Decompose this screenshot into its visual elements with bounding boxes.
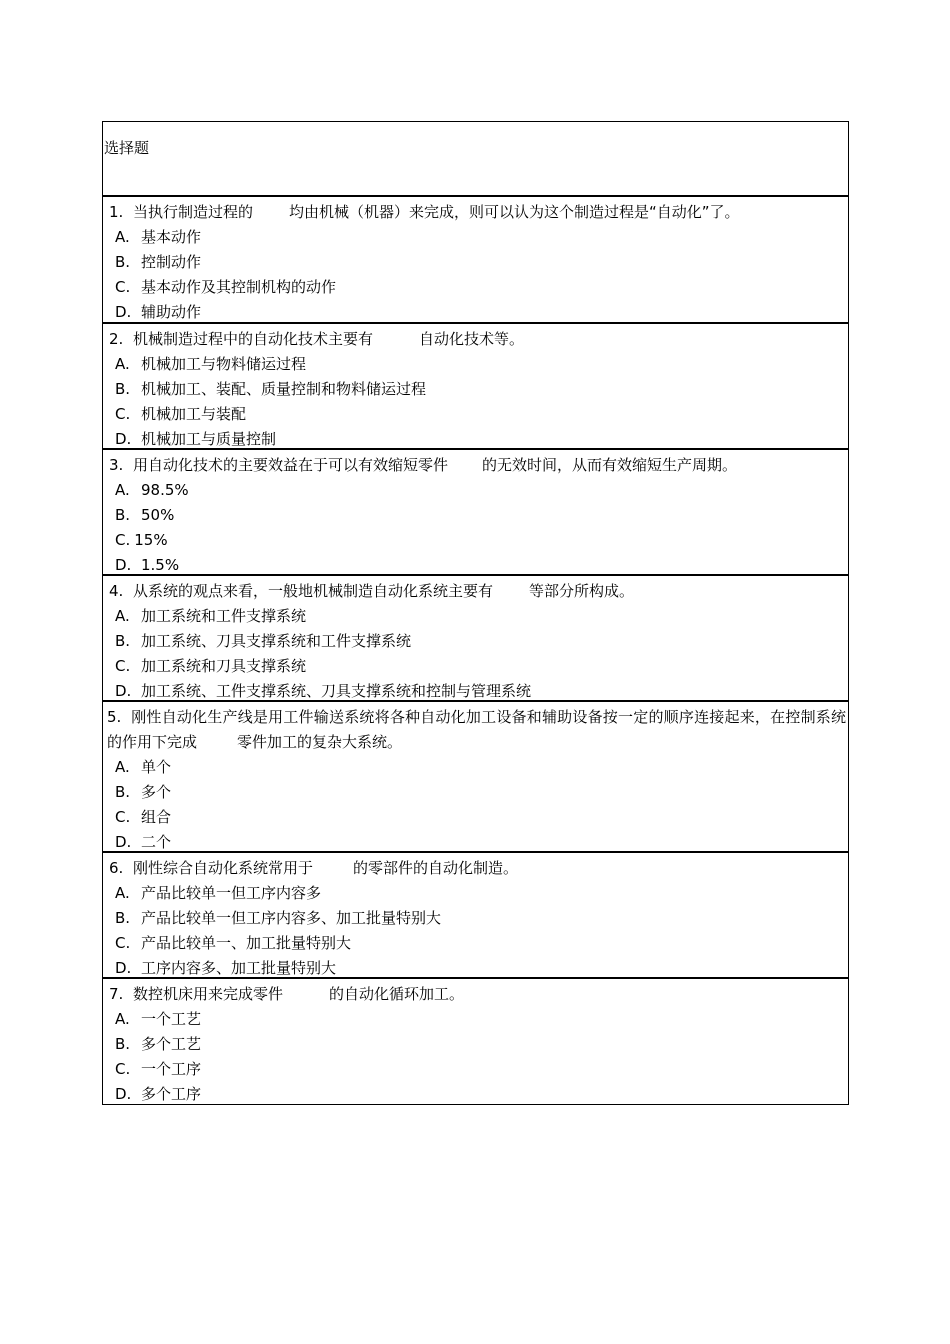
option-text: 机械加工与物料储运过程 <box>141 355 307 373</box>
option-key: A. <box>115 355 130 373</box>
question-block <box>103 853 848 979</box>
option-key: C. <box>115 934 131 952</box>
question-block <box>103 979 848 1104</box>
option-text: 机械加工、装配、质量控制和物料储运过程 <box>141 380 427 398</box>
option-d <box>107 956 848 981</box>
question-number: 1. <box>109 203 124 221</box>
question-stem <box>107 982 848 1007</box>
question-number: 7. <box>109 985 124 1003</box>
option-text: 50% <box>141 506 175 524</box>
option-a <box>107 352 848 377</box>
option-a <box>107 1007 848 1032</box>
option-text: 加工系统和刀具支撑系统 <box>141 657 307 675</box>
option-text: 基本动作及其控制机构的动作 <box>141 278 337 296</box>
option-text: 辅助动作 <box>141 303 202 321</box>
option-d <box>107 679 848 704</box>
question-text-before: 数控机床用来完成零件 <box>133 985 284 1003</box>
question-number: 6. <box>109 859 124 877</box>
question-text-before: 机械制造过程中的自动化技术主要有 <box>133 330 374 348</box>
option-b <box>107 377 848 402</box>
option-b <box>107 503 848 528</box>
option-key: B. <box>115 632 131 650</box>
question-text-after: 的自动化循环加工。 <box>329 985 465 1003</box>
option-c <box>107 1057 848 1082</box>
option-key: C. <box>115 405 131 423</box>
option-key: C. <box>115 808 131 826</box>
question-text-before: 刚性综合自动化系统常用于 <box>133 859 314 877</box>
option-a <box>107 755 846 780</box>
option-b <box>107 1032 848 1057</box>
option-d <box>107 1082 848 1107</box>
question-stem <box>107 453 848 478</box>
option-text: 二个 <box>141 833 172 851</box>
section-title: 选择题 <box>104 139 150 157</box>
option-c <box>107 805 846 830</box>
option-d <box>107 300 848 325</box>
option-text: 一个工艺 <box>141 1010 202 1028</box>
option-key: D. <box>115 682 132 700</box>
question-stem <box>107 327 848 352</box>
option-text: 工序内容多、加工批量特别大 <box>141 959 337 977</box>
question-text-after: 自动化技术等。 <box>419 330 525 348</box>
option-text: 机械加工与装配 <box>141 405 247 423</box>
option-b <box>107 780 846 805</box>
option-key: B. <box>115 506 131 524</box>
option-key: A. <box>115 228 130 246</box>
option-key: B. <box>115 253 131 271</box>
question-block <box>103 197 848 324</box>
option-text: 1.5% <box>141 556 180 574</box>
option-key: A. <box>115 884 130 902</box>
option-text: 组合 <box>141 808 172 826</box>
question-block <box>103 324 848 450</box>
option-c <box>107 275 848 300</box>
option-key: D. <box>115 556 132 574</box>
option-key: B. <box>115 1035 131 1053</box>
option-key: B. <box>115 380 131 398</box>
question-block <box>103 450 848 576</box>
question-number: 2. <box>109 330 124 348</box>
option-key: B. <box>115 909 131 927</box>
option-key: C. <box>115 1060 131 1078</box>
option-b <box>107 250 848 275</box>
option-key: C. <box>115 278 131 296</box>
question-text-after: 均由机械（机器）来完成，则可以认为这个制造过程是“自动化”了。 <box>289 203 740 221</box>
option-key: A. <box>115 607 130 625</box>
question-text-after: 零件加工的复杂大系统。 <box>237 733 403 751</box>
option-text: 98.5% <box>141 481 189 499</box>
option-c <box>107 931 848 956</box>
question-text-before: 从系统的观点来看，一般地机械制造自动化系统主要有 <box>133 582 494 600</box>
question-text-before: 刚性自动化生产线是用工件输送系统将各种自动化加工设备和辅助设备按一定的顺序连接起来，在控制系统的作用下完成 <box>107 708 846 751</box>
question-stem <box>107 705 846 755</box>
question-text-before: 当执行制造过程的 <box>133 203 254 221</box>
option-c <box>107 528 848 553</box>
option-text: 加工系统、刀具支撑系统和工件支撑系统 <box>141 632 412 650</box>
option-a <box>107 225 848 250</box>
option-text: 一个工序 <box>141 1060 202 1078</box>
option-c <box>107 402 848 427</box>
option-text: 产品比较单一但工序内容多、加工批量特别大 <box>141 909 442 927</box>
option-a <box>107 604 848 629</box>
option-text: 基本动作 <box>141 228 202 246</box>
question-text-after: 的零部件的自动化制造。 <box>353 859 519 877</box>
option-key: D. <box>115 959 132 977</box>
option-text: 多个工序 <box>141 1085 202 1103</box>
option-d <box>107 427 848 452</box>
question-text-after: 的无效时间，从而有效缩短生产周期。 <box>482 456 738 474</box>
option-c <box>107 654 848 679</box>
option-b <box>107 906 848 931</box>
question-stem <box>107 200 848 225</box>
question-stem <box>107 579 848 604</box>
option-key: A. <box>115 481 130 499</box>
option-key: C. <box>115 531 131 549</box>
section-header <box>103 122 848 197</box>
option-key: D. <box>115 1085 132 1103</box>
option-text: 15% <box>134 531 168 549</box>
option-text: 控制动作 <box>141 253 202 271</box>
option-text: 加工系统、工件支撑系统、刀具支撑系统和控制与管理系统 <box>141 682 532 700</box>
option-text: 产品比较单一但工序内容多 <box>141 884 322 902</box>
question-block <box>103 576 848 702</box>
option-key: D. <box>115 430 132 448</box>
option-a <box>107 478 848 503</box>
option-key: A. <box>115 758 130 776</box>
option-key: A. <box>115 1010 130 1028</box>
question-stem <box>107 856 848 881</box>
question-number: 4. <box>109 582 124 600</box>
option-text: 加工系统和工件支撑系统 <box>141 607 307 625</box>
question-sheet <box>102 121 849 1105</box>
question-block <box>103 702 848 853</box>
question-number: 3. <box>109 456 124 474</box>
option-key: B. <box>115 783 131 801</box>
option-text: 多个工艺 <box>141 1035 202 1053</box>
option-d <box>107 553 848 578</box>
question-text-before: 用自动化技术的主要效益在于可以有效缩短零件 <box>133 456 449 474</box>
option-key: C. <box>115 657 131 675</box>
option-d <box>107 830 846 855</box>
question-text-after: 等部分所构成。 <box>529 582 635 600</box>
option-text: 多个 <box>141 783 172 801</box>
option-text: 机械加工与质量控制 <box>141 430 277 448</box>
question-number: 5. <box>107 708 122 726</box>
option-b <box>107 629 848 654</box>
option-text: 单个 <box>141 758 172 776</box>
option-key: D. <box>115 833 132 851</box>
option-key: D. <box>115 303 132 321</box>
option-a <box>107 881 848 906</box>
option-text: 产品比较单一、加工批量特别大 <box>141 934 352 952</box>
